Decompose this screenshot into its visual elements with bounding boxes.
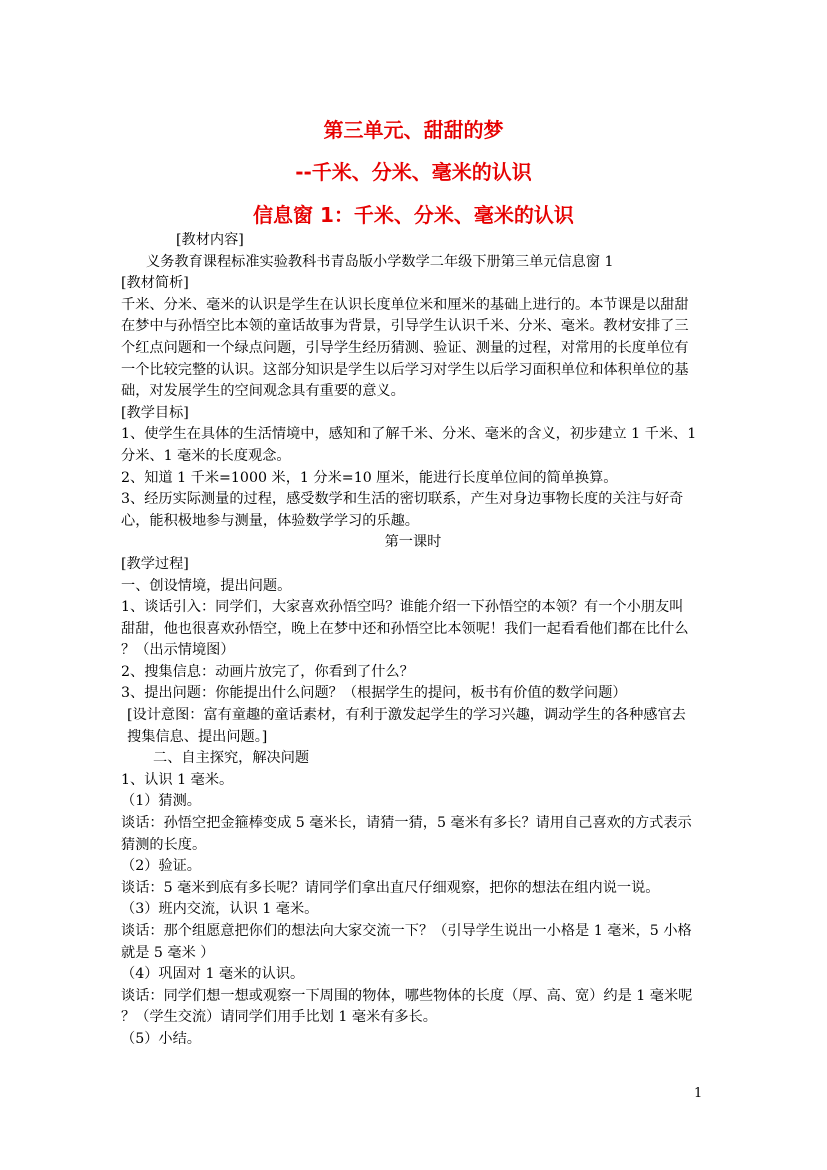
paragraph-line: （1）猜测。 (121, 793, 201, 810)
lesson-subtitle: --千米、分米、毫米的认识 (295, 160, 532, 184)
paragraph-line: 1、认识 1 毫米。 (121, 771, 234, 788)
paragraph-line: 搜集信息、提出问题。] (127, 728, 268, 745)
paragraph-line: （2）验证。 (121, 858, 201, 875)
paragraph-line: 个红点问题和一个绿点问题，引导学生经历猜测、验证、测量的过程，对常用的长度单位有 (121, 339, 689, 356)
paragraph-line: 3、提出问题：你能提出什么问题？（根据学生的提问，板书有价值的数学问题） (121, 685, 627, 702)
paragraph-line: （3）班内交流，认识 1 毫米。 (121, 901, 319, 918)
lesson-period-heading: 第一课时 (384, 534, 442, 551)
paragraph-line: 甜甜，他也很喜欢孙悟空，晚上在梦中还和孙悟空比本领呢！我们一起看看他们都在比什么 (121, 620, 689, 637)
paragraph-line: 义务教育课程标准实验教科书青岛版小学数学二年级下册第三单元信息窗 1 (146, 253, 614, 270)
paragraph-line: [设计意图：富有童趣的童话素材，有利于激发起学生的学习兴趣，调动学生的各种感官去 (127, 707, 686, 724)
paragraph-line: 猜测的长度。 (121, 836, 207, 853)
paragraph-line: 2、知道 1 千米=1000 米，1 分米=10 厘米，能进行长度单位间的简单换算。 (121, 469, 618, 486)
section-heading-process: [教学过程] (121, 555, 189, 572)
paragraph-line: 础，对发展学生的空间观念具有重要的意义。 (121, 383, 405, 400)
unit-title: 第三单元、甜甜的梦 (323, 118, 504, 142)
paragraph-line: 谈话：同学们想一想或观察一下周围的物体，哪些物体的长度（厚、高、宽）约是 1 毫米呢 (121, 987, 693, 1004)
paragraph-line: 分米、1 毫米的长度观念。 (121, 447, 291, 464)
paragraph-line: 就是 5 毫米 ） (121, 944, 215, 961)
paragraph-line: 1、谈话引入：同学们，大家喜欢孙悟空吗？谁能介绍一下孙悟空的本领？有一个小朋友叫 (121, 599, 684, 616)
paragraph-line: 3、经历实际测量的过程，感受数学和生活的密切联系，产生对身边事物长度的关注与好奇 (121, 491, 684, 508)
paragraph-line: （5）小结。 (121, 1030, 201, 1047)
document-body (121, 230, 705, 1051)
paragraph-line: 一个比较完整的认识。这部分知识是学生以后学习对学生以后学习面积单位和体积单位的基 (121, 361, 689, 378)
paragraph-line: 1、使学生在具体的生活情境中，感知和了解千米、分米、毫米的含义，初步建立 1 千米、1 (121, 426, 697, 443)
page-number: 1 (694, 1086, 703, 1101)
paragraph-line: 谈话：那个组愿意把你们的想法向大家交流一下？（引导学生说出一小格是 1 毫米，5 小格 (121, 923, 692, 939)
paragraph-line: 谈话：5 毫米到底有多长呢？请同学们拿出直尺仔细观察，把你的想法在组内说一说。 (121, 879, 660, 896)
paragraph-line: 心，能积极地参与测量，体验数学学习的乐趣。 (121, 512, 419, 529)
paragraph-line: 千米、分米、毫米的认识是学生在认识长度单位米和厘米的基础上进行的。本节课是以甜甜 (121, 296, 689, 313)
paragraph-line: （4）巩固对 1 毫米的认识。 (121, 966, 305, 983)
paragraph-line: ？（学生交流）请同学们用手比划 1 毫米有多长。 (121, 1009, 437, 1026)
section-heading-goals: [教学目标] (121, 404, 189, 421)
paragraph-line: 在梦中与孙悟空比本领的童话故事为背景，引导学生认识千米、分米、毫米。教材安排了三 (121, 318, 689, 335)
info-window-title: 信息窗 1：千米、分米、毫米的认识 (253, 203, 574, 227)
paragraph-line: 一、创设情境，提出问题。 (121, 577, 292, 594)
section-heading-content: [教材内容] (176, 232, 244, 248)
paragraph-line: 2、搜集信息：动画片放完了，你看到了什么？ (121, 663, 414, 680)
paragraph-line: ？（出示情境图） (121, 642, 235, 659)
paragraph-line: 谈话：孙悟空把金箍棒变成 5 毫米长，请猜一猜，5 毫米有多长？请用自己喜欢的方式表示 (121, 815, 692, 832)
section-heading-analysis: [教材简析] (121, 275, 189, 292)
paragraph-line: 二、自主探究，解决问题 (153, 750, 310, 767)
